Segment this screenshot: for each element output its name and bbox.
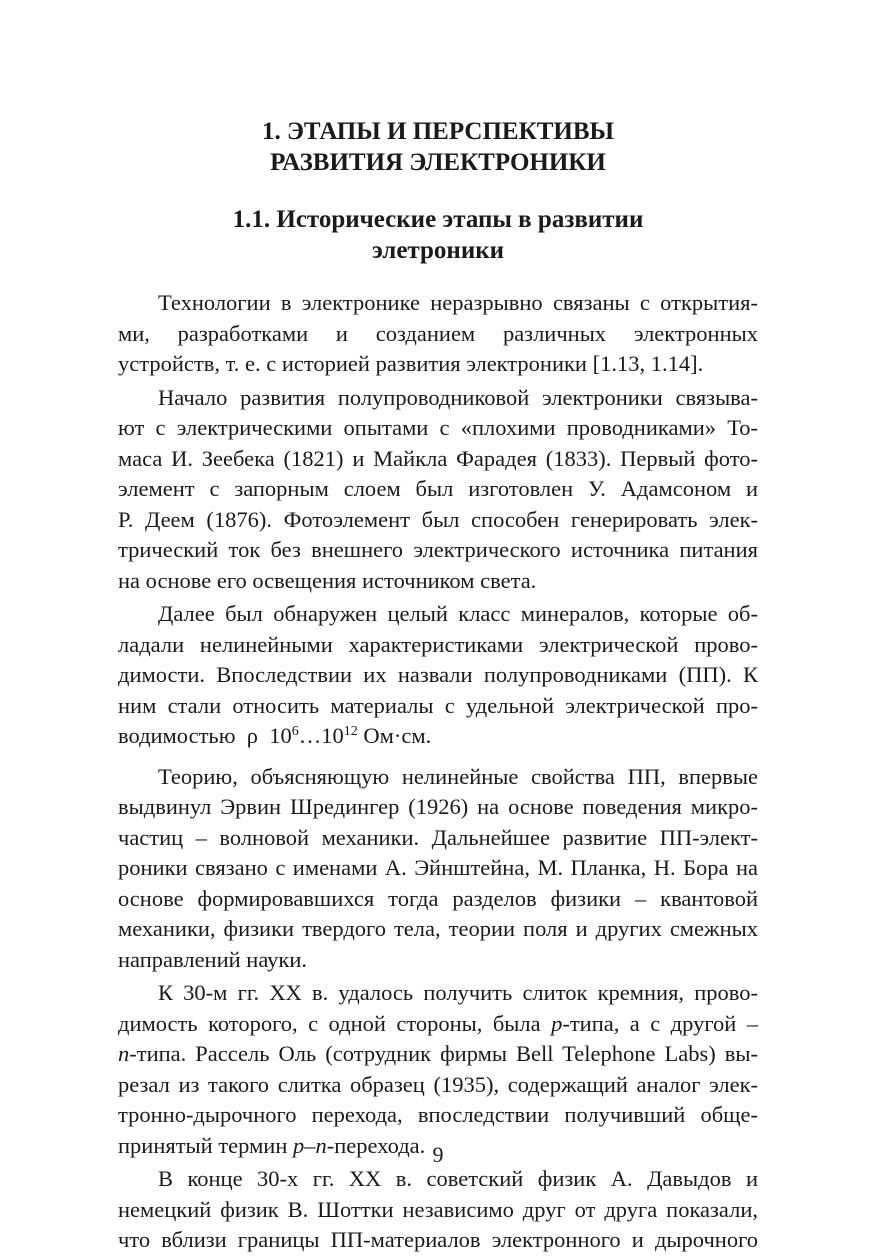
text-line: Теорию, объясняющую нелинейные свойства ПП, впервые	[158, 763, 758, 789]
text-run: -типа. Рассель Оль (сотрудник фирмы Bell Telephone Labs) вы-	[129, 1041, 758, 1066]
text-line: направлений науки.	[118, 946, 308, 972]
text-line: К 30-м гг. XX в. удалось получить слиток кремния, прово-	[158, 980, 758, 1005]
text-line: частиц – волновой механики. Дальнейшее развитие ПП-элект-	[118, 824, 758, 850]
paragraph	[118, 978, 758, 1161]
text-run: димость которого, с одной стороны, была	[118, 1010, 552, 1036]
italic-term: p–n	[293, 1132, 327, 1158]
paragraph	[118, 383, 758, 597]
text-line: Начало развития полупроводниковой электроники связыва-	[158, 384, 758, 410]
text-line: Далее был обнаружен целый класс минералов, которые об-	[158, 601, 758, 626]
text-line: димости. Впоследствии их назвали полупроводниками (ПП). К	[118, 662, 758, 687]
formula-line	[118, 721, 758, 752]
text-line: устройств, т. е. с историей развития электроники [1.13, 1.14].	[118, 351, 704, 376]
page-number: 9	[432, 1142, 444, 1167]
text-line: механики, физики твердого тела, теории поля и других смежных	[118, 916, 758, 941]
text-line: выдвинул Эрвин Шредингер (1926) на основе поведения микро-	[118, 794, 758, 819]
text-line	[118, 1009, 758, 1040]
formula-exponent: 12	[343, 724, 358, 739]
formula-suffix: Ом·см.	[357, 723, 432, 748]
text-line: маса И. Зеебека (1821) и Майкла Фарадея (1833). Первый фото-	[118, 445, 758, 471]
text-run: -перехода.	[326, 1132, 426, 1158]
text-line: В конце 30-х гг. XX в. советский физик А. Давыдов и	[158, 1166, 758, 1191]
text-line: ладали нелинейными характеристиками электрической прово-	[118, 631, 758, 657]
section-title-line: 1.1. Исторические этапы в развитии	[232, 206, 644, 233]
text-line: ми, разработками и созданием различных электронных	[118, 320, 758, 346]
text-line: ним стали относить материалы с удельной электрической про-	[118, 692, 758, 718]
text-line: Р. Деем (1876). Фотоэлемент был способен генерировать элек-	[118, 506, 758, 532]
text-line: элемент с запорным слоем был изготовлен У. Адамсоном и	[118, 476, 758, 501]
formula-mid: …10	[298, 723, 344, 748]
formula-exponent: 6	[291, 724, 299, 739]
chapter-title-line: РАЗВИТИЯ ЭЛЕКТРОНИКИ	[270, 149, 606, 176]
paragraph	[118, 288, 758, 380]
chapter-title	[0, 116, 876, 178]
text-line: Технологии в электронике неразрывно связаны с открытия-	[158, 290, 758, 315]
text-line: тронно-дырочного перехода, впоследствии получивший обще-	[118, 1102, 758, 1127]
chapter-title-line: 1. ЭТАПЫ И ПЕРСПЕКТИВЫ	[261, 118, 615, 145]
text-line: на основе его освещения источником света.	[118, 567, 537, 593]
paragraph	[118, 599, 758, 752]
italic-term: p	[551, 1010, 563, 1036]
paragraph	[118, 762, 758, 976]
text-line: ют с электрическими опытами с «плохими проводниками» То-	[118, 415, 758, 440]
text-line: немецкий физик В. Шоттки независимо друг от друга показали,	[118, 1196, 758, 1222]
paragraph	[118, 1164, 758, 1256]
section-title-line: элетроники	[371, 237, 505, 264]
section-title	[0, 204, 876, 266]
italic-term: n	[118, 1041, 130, 1066]
text-line: трический ток без внешнего электрического источника питания	[118, 537, 758, 562]
formula-prefix: водимостью ρ 10	[118, 723, 292, 748]
text-run: -типа, а с другой –	[562, 1010, 758, 1036]
text-line	[118, 1039, 758, 1070]
text-line: резал из такого слитка образец (1935), содержащий аналог элек-	[118, 1071, 758, 1097]
text-run: принятый термин	[118, 1132, 294, 1158]
text-line: роники связано с именами А. Эйнштейна, М. Планка, Н. Бора на	[118, 855, 758, 880]
body-text	[118, 288, 758, 1256]
text-line: что вблизи границы ПП-материалов электронного и дырочного	[118, 1227, 758, 1252]
text-line: основе формировавшихся тогда разделов физики – квантовой	[118, 885, 758, 911]
